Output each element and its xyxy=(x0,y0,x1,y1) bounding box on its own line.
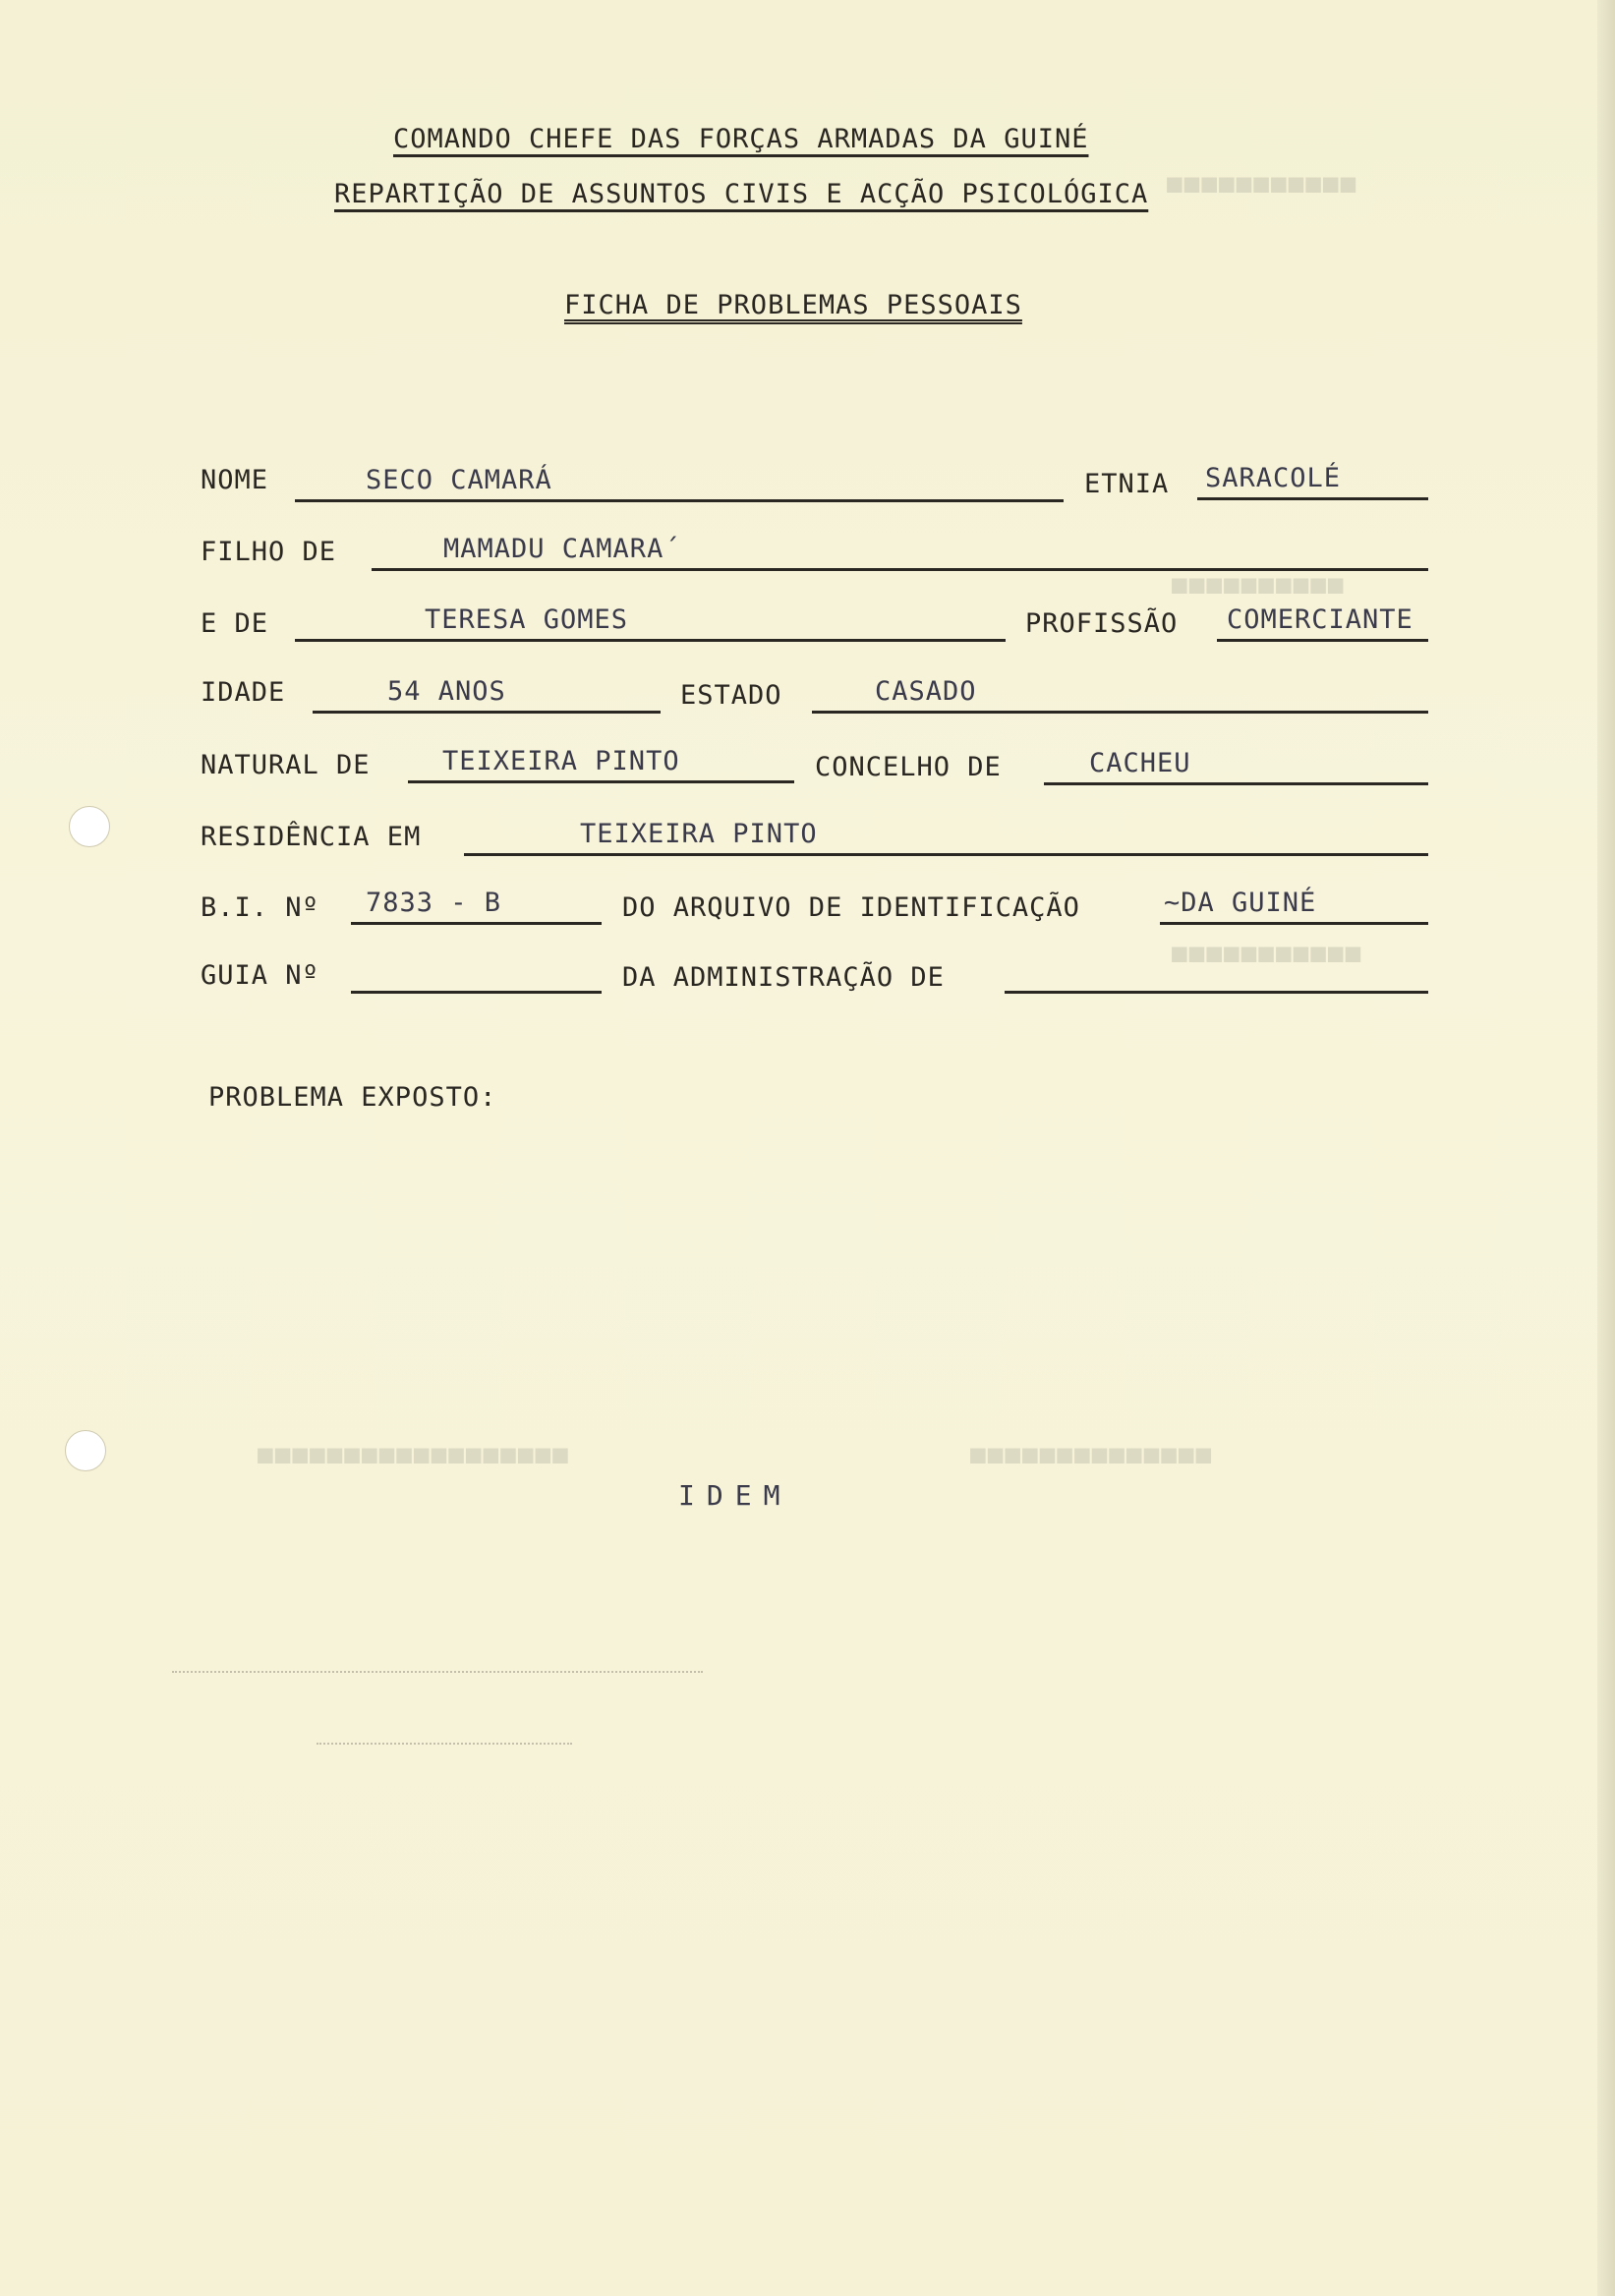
field-administracao[interactable] xyxy=(1005,953,1428,994)
label-concelho-de: CONCELHO DE xyxy=(815,752,1002,782)
field-residencia-em[interactable] xyxy=(464,816,1428,856)
header-line-1: COMANDO CHEFE DAS FORÇAS ARMADAS DA GUINÉ xyxy=(393,124,1089,154)
label-residencia-em: RESIDÊNCIA EM xyxy=(201,822,422,852)
label-problema-exposto: PROBLEMA EXPOSTO: xyxy=(208,1082,497,1113)
label-administracao: DA ADMINISTRAÇÃO DE xyxy=(622,962,945,993)
field-profissao[interactable] xyxy=(1217,602,1428,642)
label-profissao: PROFISSÃO xyxy=(1025,608,1179,639)
field-e-de[interactable] xyxy=(295,602,1006,642)
bleed-through-mark: ■■■■■■■■■■ xyxy=(1170,570,1344,600)
label-e-de: E DE xyxy=(201,608,269,639)
value-profissao: COMERCIANTE xyxy=(1227,604,1413,635)
field-arquivo[interactable] xyxy=(1160,885,1428,925)
value-natural-de: TEIXEIRA PINTO xyxy=(442,746,680,776)
field-bi-no[interactable] xyxy=(351,885,602,925)
problem-text: IDEM xyxy=(678,1479,792,1512)
value-estado: CASADO xyxy=(875,676,977,707)
bleed-through-mark: ■■■■■■■■■■■ xyxy=(1170,939,1361,968)
value-e-de: TERESA GOMES xyxy=(425,604,629,635)
bleed-through-mark: ■■■■■■■■■■■ xyxy=(1165,169,1356,199)
value-residencia-em: TEIXEIRA PINTO xyxy=(580,819,818,849)
field-guia-no[interactable] xyxy=(351,953,602,994)
field-estado[interactable] xyxy=(812,673,1428,714)
label-guia-no: GUIA Nº xyxy=(201,960,319,991)
value-idade: 54 ANOS xyxy=(387,676,506,707)
label-filho-de: FILHO DE xyxy=(201,537,337,567)
form-title: FICHA DE PROBLEMAS PESSOAIS xyxy=(564,290,1022,320)
field-natural-de[interactable] xyxy=(408,743,794,783)
label-natural-de: NATURAL DE xyxy=(201,750,371,780)
bleed-through-mark: ■■■■■■■■■■■■■■■■■■ xyxy=(256,1440,568,1469)
value-filho-de: MAMADU CAMARA´ xyxy=(443,534,681,564)
punch-hole xyxy=(69,806,110,847)
field-concelho-de[interactable] xyxy=(1044,745,1428,785)
value-concelho-de: CACHEU xyxy=(1089,748,1191,778)
label-bi-no: B.I. Nº xyxy=(201,892,319,923)
value-etnia: SARACOLÉ xyxy=(1205,463,1342,493)
label-idade: IDADE xyxy=(201,677,286,708)
header-line-2: REPARTIÇÃO DE ASSUNTOS CIVIS E ACÇÃO PSICOLÓGICA xyxy=(334,179,1149,209)
punch-hole xyxy=(65,1430,106,1471)
label-estado: ESTADO xyxy=(680,680,782,711)
label-arquivo: DO ARQUIVO DE IDENTIFICAÇÃO xyxy=(622,892,1080,923)
value-arquivo: ~DA GUINÉ xyxy=(1164,888,1317,918)
field-filho-de[interactable] xyxy=(372,531,1428,571)
faint-line xyxy=(172,1671,703,1673)
field-nome[interactable] xyxy=(295,462,1064,502)
faint-line xyxy=(317,1743,572,1745)
paper-edge xyxy=(1597,0,1615,2296)
bleed-through-mark: ■■■■■■■■■■■■■■ xyxy=(968,1440,1212,1469)
value-bi-no: 7833 - B xyxy=(366,888,502,918)
value-nome: SECO CAMARÁ xyxy=(366,465,552,495)
label-etnia: ETNIA xyxy=(1084,469,1170,499)
field-idade[interactable] xyxy=(313,673,661,714)
label-nome: NOME xyxy=(201,465,269,495)
field-etnia[interactable] xyxy=(1197,460,1428,500)
